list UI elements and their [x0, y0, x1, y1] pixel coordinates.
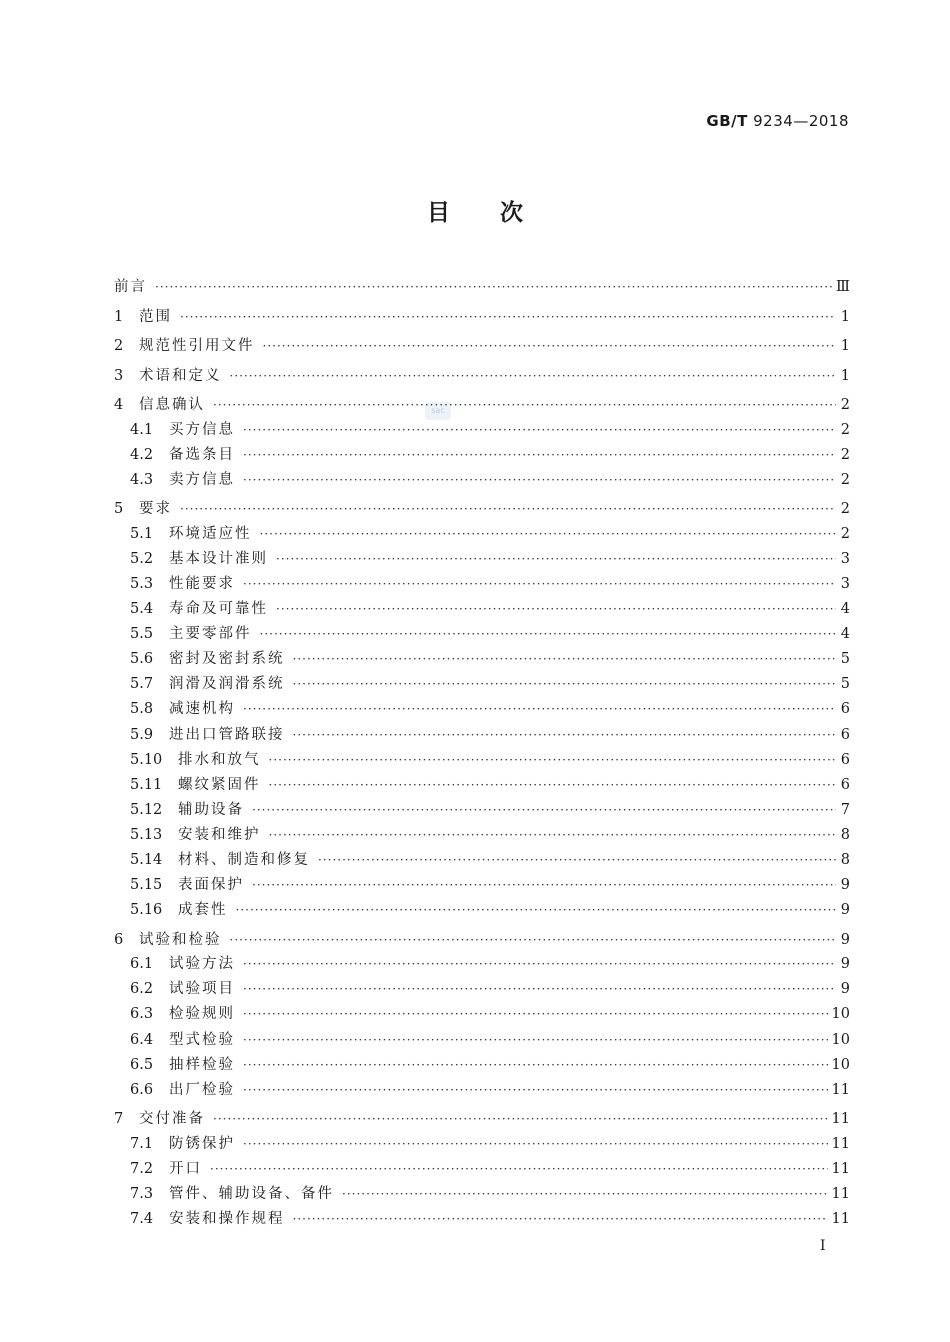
- toc-leader-dots: [213, 1112, 828, 1126]
- toc-leader-dots: [243, 957, 836, 971]
- toc-leader-dots: [269, 753, 837, 767]
- toc-entry[interactable]: [130, 1078, 850, 1100]
- toc-entry[interactable]: [114, 364, 850, 386]
- toc-entry[interactable]: [114, 334, 850, 356]
- toc-entry-number: 2: [114, 338, 124, 354]
- toc-entry-number: 5.3: [130, 575, 154, 592]
- toc-entry-page: 1: [840, 367, 850, 384]
- toc-entry[interactable]: [130, 1002, 850, 1024]
- toc-entry-page: 11: [831, 1081, 850, 1098]
- toc-leader-dots: [252, 878, 836, 892]
- toc-entry-page: 10: [831, 1031, 850, 1048]
- toc-entry-page: 10: [831, 1006, 850, 1023]
- toc-leader-dots: [230, 369, 837, 383]
- toc-entry[interactable]: [130, 1182, 850, 1204]
- toc-entry[interactable]: [130, 1207, 850, 1229]
- toc-leader-dots: [243, 1033, 828, 1047]
- toc-entry[interactable]: [130, 748, 850, 770]
- toc-entry[interactable]: [130, 547, 850, 569]
- toc-entry-number: 5.8: [130, 701, 154, 718]
- toc-entry[interactable]: [130, 798, 850, 820]
- toc-entry-page: 2: [840, 446, 850, 463]
- toc-entry-page: 7: [840, 801, 850, 818]
- toc-entry-number: 6.5: [130, 1056, 154, 1073]
- toc-entry-label: 信息确认: [139, 397, 205, 413]
- toc-entry-label: 范围: [139, 308, 172, 325]
- toc-entry-page: 3: [840, 575, 850, 592]
- toc-entry-label: 买方信息: [169, 421, 235, 438]
- toc-entry-number: 5.10: [130, 751, 163, 768]
- toc-entry[interactable]: [130, 468, 850, 490]
- toc-leader-dots: [180, 310, 836, 324]
- toc-leader-dots: [260, 627, 837, 641]
- toc-entry[interactable]: [130, 418, 850, 440]
- toc-entry-label: 检验规则: [169, 1006, 235, 1023]
- toc-entry-number: 5: [114, 501, 124, 518]
- toc-entry[interactable]: [130, 697, 850, 719]
- toc-entry-number: 4.3: [130, 471, 154, 488]
- toc-entry[interactable]: [130, 773, 850, 795]
- toc-entry-number: 5.13: [130, 826, 163, 843]
- toc-entry-label: 环境适应性: [169, 525, 252, 542]
- toc-entry-label: 进出口管路联接: [169, 726, 285, 743]
- toc-entry-label: 试验方法: [169, 956, 235, 973]
- toc-entry-label: 规范性引用文件: [139, 338, 255, 354]
- toc-entry-number: 7.3: [130, 1185, 154, 1202]
- toc-entry-page: 8: [840, 852, 850, 868]
- toc-entry-page: 8: [840, 826, 850, 843]
- toc-entry[interactable]: [130, 622, 850, 644]
- toc-entry-number: 6.3: [130, 1006, 154, 1023]
- toc-entry-page: 2: [840, 421, 850, 438]
- toc-entry-label: 材料、制造和修复: [178, 852, 310, 868]
- toc-entry-number: 5.11: [130, 776, 163, 793]
- toc-entry-page: 2: [840, 501, 850, 518]
- toc-entry-number: 6.6: [130, 1081, 154, 1098]
- toc-leader-dots: [155, 280, 832, 294]
- toc-entry-label: 主要零部件: [169, 626, 252, 643]
- toc-entry-number: 6.4: [130, 1031, 154, 1048]
- toc-entry[interactable]: [130, 898, 850, 920]
- toc-leader-dots: [213, 398, 836, 412]
- toc-entry-label: 安装和操作规程: [169, 1211, 285, 1227]
- toc-entry-page: 6: [840, 701, 850, 718]
- toc-entry-page: 4: [840, 601, 850, 617]
- toc-entry[interactable]: [130, 873, 850, 895]
- toc-entry-label: 排水和放气: [178, 751, 261, 768]
- toc-entry-number: 4: [114, 397, 124, 413]
- toc-entry-page: 3: [840, 550, 850, 567]
- toc-entry-page: 9: [840, 956, 850, 973]
- toc-leader-dots: [293, 1212, 828, 1226]
- toc-entry[interactable]: [114, 497, 850, 519]
- toc-entry-page: 2: [840, 397, 850, 413]
- standard-code: [706, 112, 849, 130]
- toc-entry-page: 9: [840, 931, 850, 948]
- toc-entry-label: 表面保护: [178, 877, 244, 894]
- toc-entry-number: 5.2: [130, 550, 154, 567]
- toc-entry-number: 7: [114, 1111, 124, 1128]
- watermark-logo-icon: sac: [425, 402, 451, 420]
- toc-entry[interactable]: [130, 572, 850, 594]
- standard-code-number: 9234—2018: [753, 112, 849, 130]
- toc-entry[interactable]: [130, 1157, 850, 1179]
- toc-entry[interactable]: [130, 952, 850, 974]
- toc-leader-dots: [243, 473, 836, 487]
- toc-entry-label: 试验项目: [169, 981, 235, 998]
- toc-entry-label: 密封及密封系统: [169, 651, 285, 668]
- toc-entry-number: 6: [114, 931, 124, 948]
- toc-entry-page: 9: [840, 981, 850, 998]
- toc-leader-dots: [260, 527, 837, 541]
- toc-leader-dots: [293, 652, 837, 666]
- toc-entry-number: 7.1: [130, 1135, 154, 1152]
- toc-leader-dots: [243, 1007, 828, 1021]
- toc-entry[interactable]: [130, 977, 850, 999]
- toc-entry-page: 2: [840, 471, 850, 488]
- toc-entry-number: 5.12: [130, 801, 163, 818]
- toc-entry-page: 11: [831, 1135, 850, 1152]
- toc-entry-page: 4: [840, 626, 850, 643]
- toc-entry[interactable]: [114, 275, 850, 297]
- toc-entry[interactable]: [130, 823, 850, 845]
- toc-entry-label: 性能要求: [169, 575, 235, 592]
- toc-entry-page: Ⅲ: [836, 279, 850, 295]
- toc-entry-page: 5: [840, 676, 850, 693]
- toc-entry-label: 术语和定义: [139, 367, 222, 384]
- toc-leader-dots: [230, 933, 837, 947]
- toc-entry-label: 成套性: [178, 902, 228, 919]
- standard-code-prefix: GB/T: [706, 112, 748, 130]
- toc-entry-label: 出厂检验: [169, 1081, 235, 1098]
- toc-leader-dots: [318, 853, 836, 867]
- toc-entry-number: 5.6: [130, 651, 154, 668]
- toc-entry-page: 6: [840, 751, 850, 768]
- toc-entry-page: 9: [840, 902, 850, 919]
- toc-leader-dots: [293, 677, 837, 691]
- toc-leader-dots: [276, 602, 836, 616]
- toc-entry-page: 5: [840, 651, 850, 668]
- toc-leader-dots: [243, 423, 836, 437]
- toc-entry-number: 7.2: [130, 1160, 154, 1177]
- toc-leader-dots: [180, 502, 836, 516]
- toc-entry-number: 6.1: [130, 956, 154, 973]
- toc-entry-label: 寿命及可靠性: [169, 601, 268, 617]
- toc-entry-page: 2: [840, 525, 850, 542]
- toc-entry-label: 卖方信息: [169, 471, 235, 488]
- toc-leader-dots: [252, 803, 836, 817]
- toc-entry-number: 5.16: [130, 902, 163, 919]
- toc-entry[interactable]: [130, 723, 850, 745]
- toc-entry-page: 1: [840, 338, 850, 354]
- toc-entry-page: 11: [831, 1211, 850, 1227]
- toc-leader-dots: [269, 828, 837, 842]
- toc-entry-label: 试验和检验: [139, 931, 222, 948]
- toc-entry-label: 开口: [169, 1160, 202, 1177]
- toc-leader-dots: [263, 339, 837, 353]
- toc-leader-dots: [243, 1083, 828, 1097]
- toc-entry-number: 5.9: [130, 726, 154, 743]
- toc-leader-dots: [210, 1162, 828, 1176]
- toc-leader-dots: [243, 1137, 828, 1151]
- toc-entry[interactable]: [130, 443, 850, 465]
- toc-leader-dots: [293, 728, 837, 742]
- toc-entry[interactable]: [114, 1107, 850, 1129]
- toc-entry-number: 4.2: [130, 446, 154, 463]
- toc-entry[interactable]: [130, 647, 850, 669]
- toc-entry-page: 1: [840, 308, 850, 325]
- toc-leader-dots: [243, 1058, 828, 1072]
- toc-entry-page: 6: [840, 726, 850, 743]
- toc-entry-label: 螺纹紧固件: [178, 776, 261, 793]
- toc-entry-label: 防锈保护: [169, 1135, 235, 1152]
- toc-entry-page: 11: [831, 1160, 850, 1177]
- toc-leader-dots: [269, 778, 837, 792]
- toc-entry-number: 7.4: [130, 1211, 154, 1227]
- toc-entry-page: 9: [840, 877, 850, 894]
- toc-entry[interactable]: [130, 1028, 850, 1050]
- toc-entry-page: 10: [831, 1056, 850, 1073]
- toc-leader-dots: [243, 448, 836, 462]
- toc-entry-number: 6.2: [130, 981, 154, 998]
- toc-entry[interactable]: [114, 393, 850, 415]
- toc-entry-number: 5.14: [130, 852, 163, 868]
- toc-leader-dots: [243, 982, 836, 996]
- toc-entry-label: 辅助设备: [178, 801, 244, 818]
- toc-entry-number: 5.1: [130, 525, 154, 542]
- page-title: 目次: [427, 200, 573, 226]
- toc-leader-dots: [243, 577, 836, 591]
- toc-entry-label: 备选条目: [169, 446, 235, 463]
- toc-entry-label: 基本设计准则: [169, 550, 268, 567]
- toc-leader-dots: [342, 1187, 828, 1201]
- toc-entry-label: 要求: [139, 501, 172, 518]
- toc-entry[interactable]: [130, 597, 850, 619]
- toc-entry-number: 5.5: [130, 626, 154, 643]
- toc-entry-number: 5.7: [130, 676, 154, 693]
- toc-leader-dots: [236, 903, 837, 917]
- toc-entry[interactable]: [130, 848, 850, 870]
- toc-entry-label: 前言: [114, 279, 147, 295]
- toc-entry-label: 减速机构: [169, 701, 235, 718]
- toc-entry-label: 管件、辅助设备、备件: [169, 1185, 334, 1202]
- toc-entry[interactable]: [130, 522, 850, 544]
- toc-entry[interactable]: [130, 672, 850, 694]
- toc-entry-number: 1: [114, 308, 124, 325]
- toc-entry-label: 型式检验: [169, 1031, 235, 1048]
- toc-entry-label: 润滑及润滑系统: [169, 676, 285, 693]
- toc-entry-page: 6: [840, 776, 850, 793]
- toc-entry-number: 5.4: [130, 601, 154, 617]
- toc-entry-number: 3: [114, 367, 124, 384]
- toc-entry[interactable]: [130, 1132, 850, 1154]
- toc-entry-page: 11: [831, 1111, 850, 1128]
- toc-entry-label: 抽样检验: [169, 1056, 235, 1073]
- toc-entry-label: 交付准备: [139, 1111, 205, 1128]
- toc-entry-label: 安装和维护: [178, 826, 261, 843]
- toc-entry-number: 4.1: [130, 421, 154, 438]
- toc-entry-page: 11: [831, 1185, 850, 1202]
- toc-leader-dots: [243, 702, 836, 716]
- toc-entry[interactable]: [130, 1053, 850, 1075]
- toc-leader-dots: [276, 552, 836, 566]
- toc-entry[interactable]: [114, 305, 850, 327]
- toc-entry-number: 5.15: [130, 877, 163, 894]
- toc-entry[interactable]: [114, 928, 850, 950]
- footer-page-number: Ⅰ: [820, 1238, 826, 1254]
